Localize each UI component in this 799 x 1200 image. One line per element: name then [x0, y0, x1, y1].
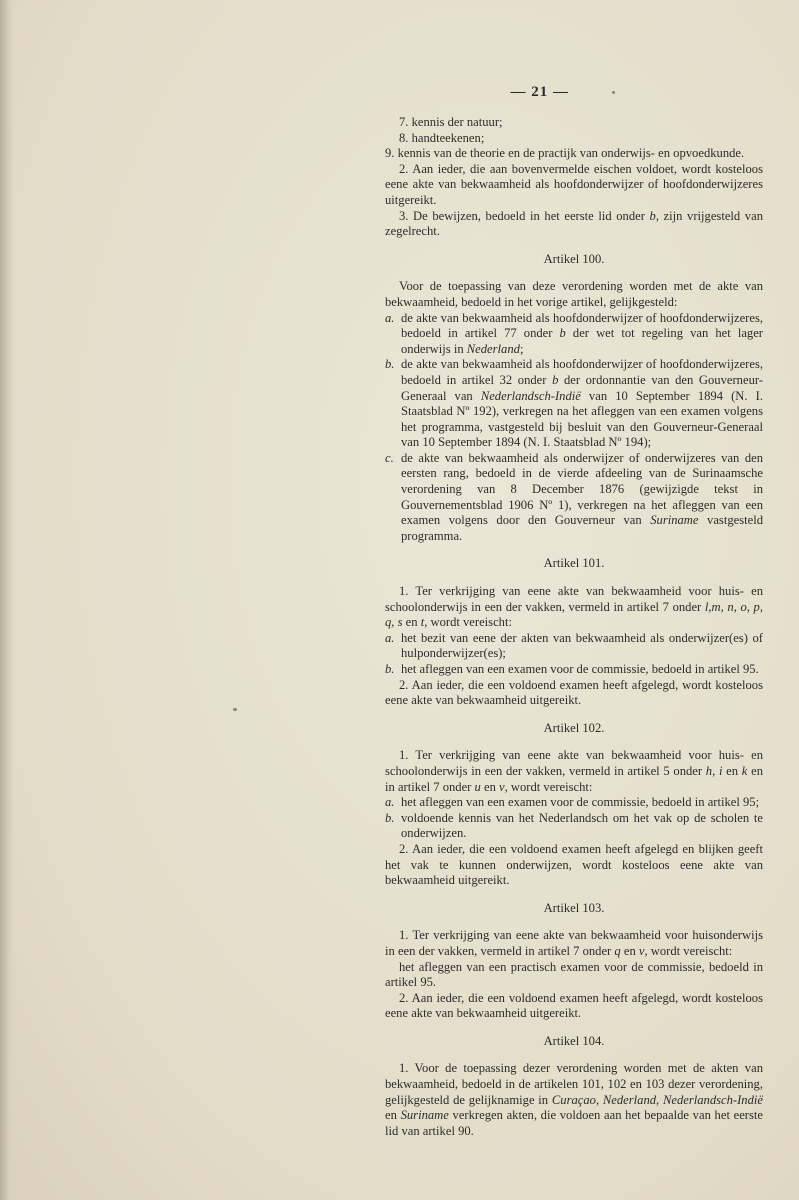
text: en: [480, 779, 500, 794]
text: v: [638, 943, 645, 958]
text: voldoende kennis van het Nederlandsch om het vak op de scholen te onderwijzen.: [401, 810, 763, 841]
list-item: [385, 146, 763, 162]
text: 1. Ter verkrijging van eene akte van bekwaamheid voor huis- en schoolonderwijs in een der vakken, vermeld in artikel 5 onder: [385, 748, 763, 778]
text: , wordt vereischt:: [644, 943, 733, 958]
text: , zijn vrijgesteld van zegelrecht.: [385, 208, 763, 239]
text: de akte van bekwaamheid als hoofdonderwijzer of hoofdonderwijzeres, bedoeld in artikel 77 onder: [401, 310, 763, 341]
article-heading: Artikel 102.: [543, 720, 605, 735]
text: t: [420, 615, 425, 630]
text: h: [705, 763, 713, 778]
item-label: a.: [385, 630, 395, 645]
text: 3. De bewijzen, bedoeld in het eerste lid onder: [399, 208, 650, 223]
text: , wordt vereischt:: [424, 615, 512, 630]
item-label: a.: [385, 795, 395, 810]
list-item: [385, 662, 763, 678]
text: het bezit van eene der akten van bekwaamheid als onderwijzer(es) of hulponderwijzer(es);: [401, 630, 763, 661]
article-heading: Artikel 103.: [543, 900, 605, 915]
list-item: [385, 311, 763, 358]
paragraph: 2. Aan ieder, die een voldoend examen heeft afgelegd, wordt kosteloos eene akte van bekwaamheid uitgereikt.: [385, 990, 763, 1021]
text: Suriname: [650, 513, 699, 528]
text: Nederland: [466, 341, 520, 356]
paragraph: [385, 209, 763, 240]
paragraph: het afleggen van een practisch examen voor de commissie, bedoeld in artikel 95.: [385, 959, 763, 990]
paragraph: [385, 1061, 763, 1139]
text: en: [385, 1108, 401, 1123]
paragraph: 2. Aan ieder, die aan bovenvermelde eischen voldoet, wordt kosteloos eene akte van bekwaamheid als hoofdonderwijzer of hoofdonderwijzeres uitgereikt.: [385, 161, 763, 207]
text: b: [552, 372, 559, 387]
item-label: b.: [385, 810, 395, 825]
document-body: [385, 115, 763, 1139]
list-item: [385, 795, 763, 811]
paragraph: 2. Aan ieder, die een voldoend examen heeft afgelegd en blijken geeft het vak te kunnen onderwijzen, wordt kosteloos eene akte van bekwaamheid uitgereikt.: [385, 841, 763, 888]
text: en: [620, 943, 639, 958]
text: u: [474, 779, 481, 794]
text: ;: [519, 341, 524, 356]
paragraph: 2. Aan ieder, die een voldoend examen heeft afgelegd, wordt kosteloos eene akte van bekwaamheid uitgereikt.: [385, 677, 763, 708]
article-heading: Artikel 104.: [543, 1033, 605, 1048]
list-item: 7. kennis der natuur;: [399, 115, 503, 129]
text: ,: [712, 763, 719, 778]
item-label: a.: [385, 310, 395, 325]
text: q: [614, 943, 621, 958]
text: en in artikel 7 onder: [385, 763, 763, 794]
text: der wet tot regeling van het lager onderwijs in: [401, 326, 763, 356]
item-label: b.: [385, 662, 395, 676]
item-label: c.: [385, 450, 394, 465]
paragraph: Voor de toepassing van deze verordening worden met de akte van bekwaamheid, bedoeld in het vorige artikel, gelijkgesteld:: [385, 279, 763, 309]
text: l,m, n, o, p, q, s: [385, 599, 763, 630]
paragraph: [385, 584, 763, 631]
list-item: [385, 451, 763, 545]
text: b: [649, 208, 656, 223]
page-number: — 21 —: [510, 84, 569, 100]
text: k: [741, 763, 748, 778]
text: Suriname: [400, 1108, 449, 1123]
text: de akte van bekwaamheid als hoofdonderwijzer of hoofdonderwijzeres, bedoeld in artikel 32 onder: [401, 357, 763, 387]
article-heading: Artikel 100.: [543, 251, 605, 266]
list-item: [385, 631, 763, 662]
text: vastgesteld programma.: [401, 513, 764, 543]
article-heading: Artikel 101.: [543, 556, 605, 571]
text: de akte van bekwaamheid als onderwijzer of onderwijzeres van den eersten rang, bedoeld in de vierde afdeeling van de Surinaamsche verordening van 8 December 1876 (gewijzigde tekst in Gouvernementsblad 1906 Nº 1), verkregen na het afleggen van een examen volgens door den Gouverneur van: [401, 450, 763, 528]
text: en: [722, 763, 742, 778]
paragraph: [385, 748, 763, 795]
text: b: [559, 326, 566, 341]
paragraph: [385, 928, 763, 959]
text: verkregen akten, die voldoen aan het bepaalde van het eerste lid van artikel 90.: [385, 1108, 763, 1138]
list-item: [385, 811, 763, 842]
text: 1. Voor de toepassing dezer verordening worden met de akten van bekwaamheid, bedoeld in de artikelen 101, 102 en 103 dezer verordening, gelijkgesteld de gelijknamige in: [385, 1061, 763, 1107]
list-item: [385, 357, 763, 451]
text: Nederlandsch-Indië: [480, 388, 581, 403]
page-spine-shadow: [0, 0, 14, 1200]
text: v: [499, 779, 505, 794]
speck: [233, 708, 237, 711]
item-label: b.: [385, 357, 395, 372]
text: , wordt vereischt:: [504, 779, 593, 794]
text: der ordonnantie van den Gouverneur-Generaal van: [401, 372, 763, 403]
text: het afleggen van een examen voor de commissie, bedoeld in artikel 95;: [401, 795, 760, 810]
text: 1. Ter verkrijging van eene akte van bekwaamheid voor huisonderwijs in een der vakken, vermeld in artikel 7 onder: [385, 928, 763, 958]
text: i: [718, 763, 723, 778]
text: Curaçao, Nederland, Nederlandsch-Indië: [551, 1092, 763, 1107]
list-item-text: 9. kennis van de theorie en de practijk van onderwijs- en opvoedkunde.: [385, 146, 745, 161]
text: en: [402, 615, 421, 630]
list-item: 8. handteekenen;: [399, 130, 485, 145]
text: van 10 September 1894 (N. I. Staatsblad Nº 192), verkregen na het afleggen van een examen volgens het programma, vastgesteld bij besluit van den Gouverneur-Generaal van 10 September 1894 (N. I. Staatsblad Nº 194);: [401, 388, 763, 450]
text: het afleggen van een examen voor de commissie, bedoeld in artikel 95.: [401, 662, 759, 676]
text: 1. Ter verkrijging van eene akte van bekwaamheid voor huis- en schoolonderwijs in een der vakken, vermeld in artikel 7 onder: [385, 584, 763, 614]
